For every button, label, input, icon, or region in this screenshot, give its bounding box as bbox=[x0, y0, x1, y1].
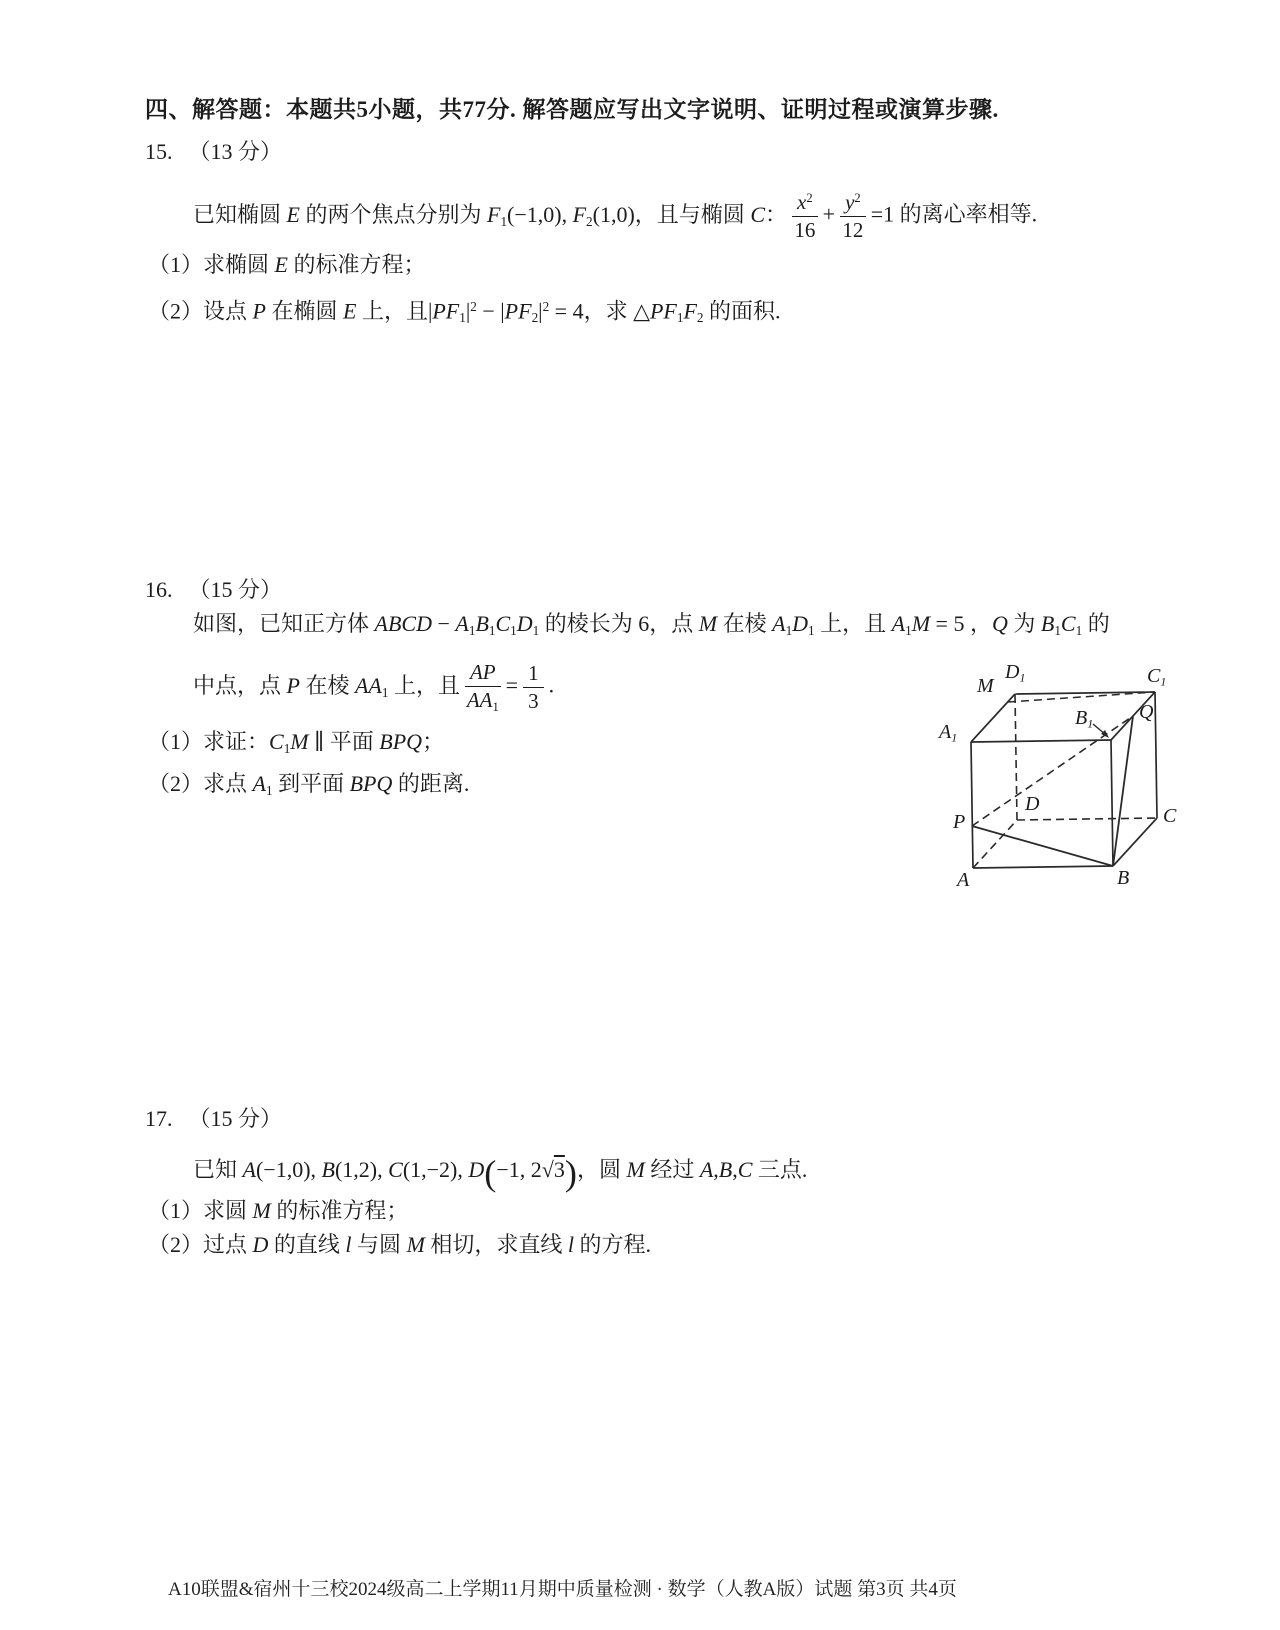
problem-15-intro-text-a bbox=[193, 202, 787, 227]
text-segment: E bbox=[342, 298, 357, 324]
text-segment: 2 bbox=[586, 213, 593, 229]
text-segment: 在棱 bbox=[717, 611, 773, 636]
text-segment: 如图，已知正方体 bbox=[193, 611, 375, 636]
text-segment: C bbox=[269, 729, 284, 754]
text-segment: D bbox=[468, 1157, 485, 1182]
problem-17-part1 bbox=[148, 1197, 408, 1225]
text-segment: ( bbox=[484, 1152, 497, 1193]
text-segment: 2 bbox=[531, 310, 539, 326]
text-segment: C bbox=[750, 201, 765, 227]
text-segment: (1,−2), bbox=[402, 1157, 469, 1182]
text-segment: （1）求圆 bbox=[148, 1198, 253, 1223]
cube-diagram bbox=[935, 660, 1185, 897]
text-segment: (−1,0), bbox=[507, 201, 573, 227]
text-segment: 1 bbox=[468, 622, 476, 638]
text-segment: 1 bbox=[1019, 670, 1026, 685]
text-segment: D bbox=[1025, 793, 1040, 815]
text-segment: 3 bbox=[553, 1157, 565, 1182]
text-segment: M bbox=[698, 611, 718, 636]
text-segment: M bbox=[252, 1198, 271, 1223]
text-segment: x bbox=[797, 190, 807, 214]
text-segment: 1 bbox=[283, 740, 291, 756]
text-segment: 1 bbox=[785, 622, 793, 638]
text-segment: 的标准方程； bbox=[270, 1198, 409, 1223]
fraction-1-3 bbox=[523, 661, 544, 714]
text-segment: C bbox=[1060, 611, 1076, 636]
text-segment: 1 bbox=[1054, 622, 1061, 638]
vertex-label-p bbox=[953, 812, 965, 832]
problem-15-part1 bbox=[148, 251, 425, 279]
text-segment: ) bbox=[564, 1152, 577, 1193]
text-segment: C bbox=[737, 1157, 753, 1182]
text-segment: E bbox=[274, 252, 288, 277]
vertex-label-a bbox=[957, 870, 969, 890]
text-segment: 1 bbox=[381, 684, 389, 700]
text-segment: C bbox=[388, 1157, 403, 1182]
vertex-label-d bbox=[1025, 794, 1039, 814]
text-segment: A bbox=[891, 611, 906, 636]
text-segment: 1 bbox=[1087, 716, 1094, 731]
equals-sign: = bbox=[505, 672, 519, 698]
section-header: 四、解答题：本题共5小题，共77分. 解答题应写出文字说明、证明过程或演算步骤. bbox=[145, 97, 999, 122]
text-segment: 三点. bbox=[752, 1157, 808, 1182]
problem-15-index: 15. bbox=[145, 139, 173, 164]
text-segment: （2）过点 bbox=[148, 1232, 253, 1257]
text-segment: A bbox=[772, 611, 786, 636]
text-segment: = 4，求 △ bbox=[549, 298, 650, 324]
text-segment: P bbox=[953, 811, 966, 833]
problem-16-intro-line1 bbox=[193, 610, 1110, 645]
text-segment: A bbox=[242, 1157, 256, 1182]
text-segment: 经过 bbox=[644, 1157, 700, 1182]
problem-16-part2 bbox=[148, 770, 469, 805]
problem-16-points: （15 分） bbox=[188, 577, 283, 602]
text-segment: ∥ 平面 bbox=[308, 729, 380, 754]
vertex-label-m bbox=[977, 676, 994, 696]
text-segment: 已知椭圆 bbox=[193, 201, 287, 227]
vertex-label-d1 bbox=[1005, 662, 1025, 688]
problem-15-points: （13 分） bbox=[188, 139, 283, 164]
cube-solid-edges bbox=[971, 692, 1157, 868]
text-segment: 1 bbox=[528, 660, 539, 685]
text-segment: (−1,0), bbox=[255, 1157, 322, 1182]
problem-16-part1 bbox=[148, 728, 444, 763]
text-segment: 在棱 bbox=[299, 672, 355, 698]
text-segment: −1, 2 bbox=[496, 1157, 542, 1182]
text-segment: ： bbox=[765, 201, 788, 227]
text-segment: 在椭圆 bbox=[265, 298, 343, 324]
text-segment: B bbox=[1075, 707, 1088, 729]
text-segment: 的标准方程； bbox=[287, 252, 426, 277]
text-segment: − bbox=[476, 298, 501, 324]
text-segment: PF bbox=[504, 298, 532, 324]
b1-label-leader-arrow bbox=[1093, 724, 1109, 738]
text-segment: BPQ bbox=[349, 771, 393, 796]
problem-17-number bbox=[145, 1105, 282, 1133]
text-segment: | bbox=[465, 298, 471, 324]
problem-16-index: 16. bbox=[145, 577, 173, 602]
text-segment: F bbox=[683, 298, 697, 324]
text-segment: E bbox=[286, 201, 300, 227]
vertex-label-b bbox=[1117, 868, 1129, 888]
text-segment: M bbox=[911, 611, 931, 636]
text-segment: B bbox=[475, 611, 489, 636]
text-segment: A bbox=[252, 771, 266, 796]
fraction-denominator bbox=[467, 687, 499, 715]
problem-17-points: （15 分） bbox=[188, 1106, 283, 1131]
text-segment: D bbox=[252, 1232, 269, 1257]
text-segment: 1 bbox=[265, 782, 273, 798]
text-segment: （2）求点 bbox=[148, 771, 253, 796]
text-segment: 已知 bbox=[193, 1157, 243, 1182]
text-segment: B bbox=[1117, 867, 1130, 889]
fraction-numerator bbox=[840, 190, 866, 217]
text-segment: P bbox=[252, 298, 266, 324]
text-segment: Q bbox=[991, 611, 1008, 636]
text-segment: 1 bbox=[488, 622, 496, 638]
text-segment: 的两个焦点分别为 bbox=[299, 201, 487, 227]
text-segment: （2）设点 bbox=[148, 298, 253, 324]
text-segment: ，且与椭圆 bbox=[634, 201, 751, 227]
text-segment: y bbox=[845, 190, 855, 214]
text-segment: 1 bbox=[510, 622, 517, 638]
text-segment: 2 bbox=[806, 191, 813, 206]
text-segment: BPQ bbox=[379, 729, 423, 754]
text-segment: Q bbox=[1139, 701, 1154, 723]
fraction-numerator bbox=[792, 190, 818, 217]
fraction-denominator bbox=[842, 217, 863, 243]
text-segment: 的面积. bbox=[703, 298, 781, 324]
text-segment: 的棱长为 6，点 bbox=[539, 611, 699, 636]
text-segment: ； bbox=[422, 729, 445, 754]
vertex-label-a1 bbox=[939, 722, 957, 748]
text-segment: C bbox=[1163, 805, 1177, 827]
text-segment: M bbox=[626, 1157, 645, 1182]
text-segment: 2 bbox=[542, 299, 550, 314]
problem-15-intro bbox=[193, 190, 1037, 243]
vertex-label-b1 bbox=[1075, 708, 1093, 734]
text-segment: （1）求椭圆 bbox=[148, 252, 275, 277]
text-segment: A bbox=[699, 1157, 714, 1182]
text-segment: C bbox=[495, 611, 511, 636]
text-segment: 中点，点 bbox=[193, 672, 287, 698]
text-segment: . bbox=[548, 672, 555, 698]
fraction-y2-12 bbox=[840, 190, 866, 243]
text-segment: D bbox=[516, 611, 533, 636]
problem-17-index: 17. bbox=[145, 1106, 173, 1131]
fraction-ap-aa1 bbox=[465, 660, 501, 715]
text-segment: 3 bbox=[528, 689, 539, 714]
fraction-numerator bbox=[465, 660, 501, 687]
text-segment: 1 bbox=[532, 622, 540, 638]
text-segment: AA bbox=[466, 688, 493, 713]
text-segment: D bbox=[1005, 661, 1020, 683]
text-segment: 1 bbox=[676, 310, 684, 326]
text-segment: PF bbox=[649, 298, 677, 324]
text-segment: 1 bbox=[808, 622, 815, 638]
text-segment: , bbox=[732, 1157, 738, 1182]
problem-17-part2 bbox=[148, 1231, 651, 1259]
fraction-numerator bbox=[523, 661, 544, 688]
text-segment: B bbox=[321, 1157, 335, 1182]
text-segment: M bbox=[977, 675, 994, 697]
text-segment: (1,2), bbox=[334, 1157, 389, 1182]
text-segment: （1）求证： bbox=[148, 729, 270, 754]
problem-15-intro-text-b bbox=[871, 202, 1037, 227]
text-segment: 16 bbox=[794, 218, 816, 243]
text-segment: , bbox=[713, 1157, 719, 1182]
text-segment: 1 bbox=[1160, 674, 1167, 689]
text-segment: 的方程. bbox=[574, 1232, 652, 1257]
text-segment: √ bbox=[541, 1157, 554, 1182]
text-segment: F bbox=[486, 201, 501, 227]
text-segment: (1,0) bbox=[592, 201, 635, 227]
text-segment: F bbox=[572, 201, 587, 227]
problem-16-intro-text-b bbox=[549, 673, 555, 698]
text-segment: ABCD bbox=[374, 611, 432, 636]
vertex-label-c bbox=[1163, 806, 1176, 826]
fraction-denominator bbox=[528, 688, 539, 714]
text-segment: A bbox=[957, 869, 970, 891]
text-segment: 的直线 bbox=[268, 1232, 346, 1257]
text-segment: | bbox=[427, 298, 433, 324]
text-segment: 1 bbox=[500, 213, 508, 229]
text-segment: AA bbox=[354, 672, 382, 698]
plus-sign: + bbox=[822, 201, 836, 227]
auxiliary-lines bbox=[972, 692, 1155, 866]
fraction-denominator bbox=[794, 217, 815, 243]
text-segment: P bbox=[286, 672, 300, 698]
fraction-x2-16 bbox=[792, 190, 818, 243]
text-segment: | bbox=[538, 298, 543, 324]
page-footer: A10联盟&宿州十三校2024级高二上学期11月期中质量检测 · 数学（人教A版）试题 第3页 共4页 bbox=[168, 1579, 957, 1600]
problem-15-part2 bbox=[148, 293, 781, 332]
vertex-label-q bbox=[1139, 702, 1153, 722]
text-segment: B bbox=[718, 1157, 733, 1182]
text-segment: 1 bbox=[1075, 622, 1083, 638]
problem-16-intro-text-a bbox=[193, 673, 460, 698]
text-segment: AP bbox=[469, 660, 496, 684]
text-segment: D bbox=[792, 611, 809, 636]
text-segment: 1 bbox=[459, 310, 466, 326]
text-segment: 1 bbox=[492, 699, 499, 714]
problem-15-number bbox=[145, 138, 282, 166]
text-segment: 为 bbox=[1007, 611, 1041, 636]
text-segment: C bbox=[1147, 665, 1161, 687]
text-segment: B bbox=[1040, 611, 1055, 636]
text-segment: 到平面 bbox=[272, 771, 350, 796]
text-segment: 2 bbox=[470, 299, 477, 314]
text-segment: l bbox=[345, 1232, 352, 1257]
text-segment: 12 bbox=[842, 218, 864, 243]
text-segment: A bbox=[939, 721, 952, 743]
text-segment: =1 的离心率相等. bbox=[870, 201, 1038, 227]
text-segment: 上，且 bbox=[814, 611, 892, 636]
text-segment: A bbox=[455, 611, 469, 636]
text-segment: M bbox=[290, 729, 309, 754]
text-segment: M bbox=[406, 1232, 425, 1257]
text-segment: 2 bbox=[854, 191, 861, 206]
text-segment: 1 bbox=[905, 622, 912, 638]
text-segment: 与圆 bbox=[351, 1232, 407, 1257]
text-segment: 2 bbox=[696, 310, 704, 326]
problem-16-intro-line2 bbox=[193, 660, 554, 715]
text-segment: 的 bbox=[1082, 611, 1110, 636]
vertex-label-c1 bbox=[1147, 666, 1166, 692]
text-segment: − bbox=[431, 611, 456, 636]
text-segment: l bbox=[567, 1232, 575, 1257]
text-segment: PF bbox=[432, 298, 460, 324]
text-segment: 1 bbox=[951, 730, 958, 745]
text-segment: 相切，求直线 bbox=[424, 1232, 568, 1257]
text-segment: 上，且 bbox=[356, 298, 428, 324]
text-segment: 的距离. bbox=[392, 771, 470, 796]
problem-17-intro bbox=[193, 1152, 808, 1193]
text-segment: 上，且 bbox=[388, 672, 460, 698]
cube-figure bbox=[935, 660, 1185, 897]
text-segment: ，圆 bbox=[576, 1157, 627, 1182]
text-segment: = 5 ， bbox=[930, 611, 992, 636]
text-segment: | bbox=[500, 298, 505, 324]
problem-16-number bbox=[145, 576, 282, 604]
